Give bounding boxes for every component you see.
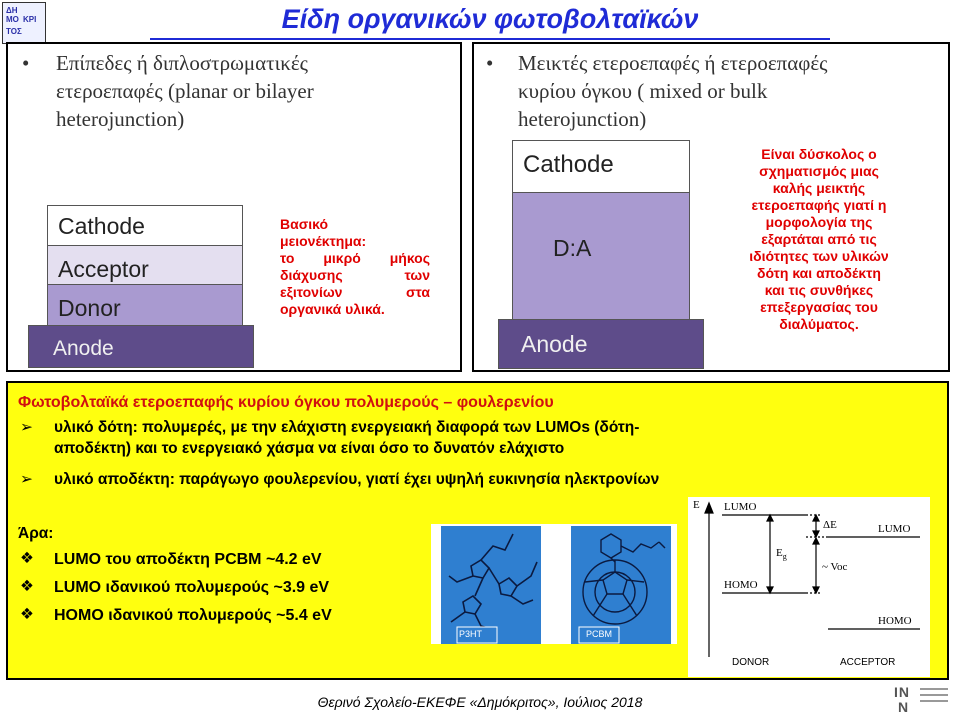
arrow-bullet: ➢ [20, 471, 33, 488]
pcbm-lumo-item: LUMO του αποδέκτη PCBM ~4.2 eV [54, 551, 322, 568]
logo-rule [920, 700, 948, 702]
diamond-bullet: ❖ [20, 550, 34, 567]
note-line: δότη και αποδέκτη [757, 265, 881, 281]
bulk-morphology-note [719, 146, 919, 333]
bulk-heading-line: Μεικτές ετεροεπαφές ή ετεροεπαφές [518, 51, 828, 75]
bandgap-symbol: E [776, 547, 783, 559]
title-underline [150, 38, 830, 40]
diamond-bullet: ❖ [20, 578, 34, 595]
acceptor-material-point: υλικό αποδέκτη: παράγωγο φουλερενίου, γιατί έχει υψηλή ευκινησία ηλεκτρονίων [54, 471, 660, 488]
note-line: μορφολογία της [765, 214, 873, 230]
voc-label: ~ Voc [822, 561, 848, 573]
planar-heading-line: ετεροεπαφές (planar or bilayer [56, 79, 314, 103]
therefore-label: Άρα: [18, 525, 54, 542]
note-line: επεξεργασίας του [760, 299, 878, 315]
cathode-layer [47, 205, 243, 246]
acceptor-homo-label: HOMO [878, 615, 912, 627]
note-line: Βασικό [280, 216, 329, 232]
institute-logo [2, 2, 46, 44]
note-line: το μικρό μήκος [280, 250, 430, 266]
logo-mark-bottom: N [898, 699, 909, 715]
bandgap-subscript: g [782, 552, 787, 562]
summary-heading: Φωτοβολταϊκά ετεροεπαφής κυρίου όγκου πολυμερούς – φουλερενίου [18, 394, 554, 411]
logo-text-1: ΔΗ [6, 6, 18, 15]
footer-caption: Θερινό Σχολείο-ΕΚΕΦΕ «Δημόκριτος», Ιούλιος 2018 [317, 694, 643, 710]
diamond-bullet: ❖ [20, 606, 34, 623]
donor-label: DONOR [732, 657, 770, 668]
bulk-heading-line: κυρίου όγκου ( mixed or bulk [518, 79, 768, 103]
note-line: μειονέκτημα: [280, 233, 367, 249]
polymer-homo-item: HOMO ιδανικού πολυμερούς ~5.4 eV [54, 607, 332, 624]
planar-heterojunction-panel [6, 42, 462, 372]
energy-axis-label: E [693, 499, 700, 511]
acceptor-label: ACCEPTOR [840, 657, 896, 668]
planar-heading [56, 49, 456, 133]
logo-text-3: ΚΡΙ [23, 15, 37, 24]
note-line: διαλύματος. [779, 316, 859, 332]
bulk-heterojunction-panel [472, 42, 950, 372]
footer-logo [890, 684, 952, 718]
pcbm-structure-icon [571, 526, 671, 644]
molecules-figure [431, 524, 677, 644]
bullet: • [22, 51, 30, 75]
acceptor-layer [47, 245, 243, 285]
arrow-bullet: ➢ [20, 419, 33, 436]
acceptor-label: Acceptor [58, 256, 149, 282]
p3ht-label: P3HT [459, 629, 483, 639]
delta-e-label: ΔE [823, 519, 837, 531]
slide-title: Είδη οργανικών φωτοβολταϊκών [281, 4, 699, 34]
point-line: αποδέκτη) και το ενεργειακό χάσμα να είναι όσο το δυνατόν ελάχιστο [54, 440, 565, 457]
bandgap-label [776, 547, 787, 561]
bulk-heading-line: heterojunction) [518, 107, 647, 131]
note-line: καλής μεικτής [772, 180, 866, 196]
energy-level-diagram [688, 497, 930, 677]
logo-rule [920, 694, 948, 696]
donor-homo-label: HOMO [724, 579, 758, 591]
logo-text-2: ΜΟ [6, 15, 19, 24]
anode-label: Anode [521, 331, 588, 357]
anode-layer [28, 325, 254, 368]
donor-label: Donor [58, 295, 121, 321]
note-line: οργανικά υλικά. [280, 301, 385, 317]
cathode-layer [512, 140, 690, 193]
polymer-lumo-item: LUMO ιδανικού πολυμερούς ~3.9 eV [54, 579, 330, 596]
note-line: ετεροεπαφής γιατί η [751, 197, 887, 213]
note-line: Είναι δύσκολος ο [761, 146, 877, 162]
planar-heading-line: Επίπεδες ή διπλοστρωματικές [56, 51, 308, 75]
anode-label: Anode [53, 337, 114, 360]
note-line: εξαρτάται από τις [761, 231, 877, 247]
cathode-label: Cathode [58, 213, 145, 239]
logo-mark-top: IN [894, 684, 910, 700]
anode-layer [498, 319, 704, 369]
note-line: και τις συνθήκες [764, 282, 874, 298]
planar-heading-line: heterojunction) [56, 107, 185, 131]
logo-rule [920, 688, 948, 690]
note-line: σχηματισμός μιας [759, 163, 879, 179]
bulk-heading [518, 49, 943, 133]
p3ht-structure-icon [441, 526, 541, 644]
donor-material-point [54, 417, 934, 459]
bullet: • [486, 51, 494, 75]
blend-label: D:A [553, 235, 592, 261]
note-line: εξιτονίων στα [280, 284, 430, 300]
cathode-label: Cathode [523, 151, 614, 178]
planar-disadvantage-note [280, 216, 430, 318]
pcbm-label: PCBM [586, 629, 613, 639]
note-line: ιδιότητες των υλικών [749, 248, 889, 264]
note-line: διάχυσης των [280, 267, 430, 283]
donor-acceptor-blend-layer [512, 192, 690, 320]
point-line: υλικό δότη: πολυμερές, με την ελάχιστη ενεργειακή διαφορά των LUMOs (δότη- [54, 419, 640, 436]
donor-lumo-label: LUMO [724, 501, 757, 513]
acceptor-lumo-label: LUMO [878, 523, 911, 535]
donor-layer [47, 284, 243, 326]
logo-text-4: ΤΟΣ [6, 27, 22, 36]
